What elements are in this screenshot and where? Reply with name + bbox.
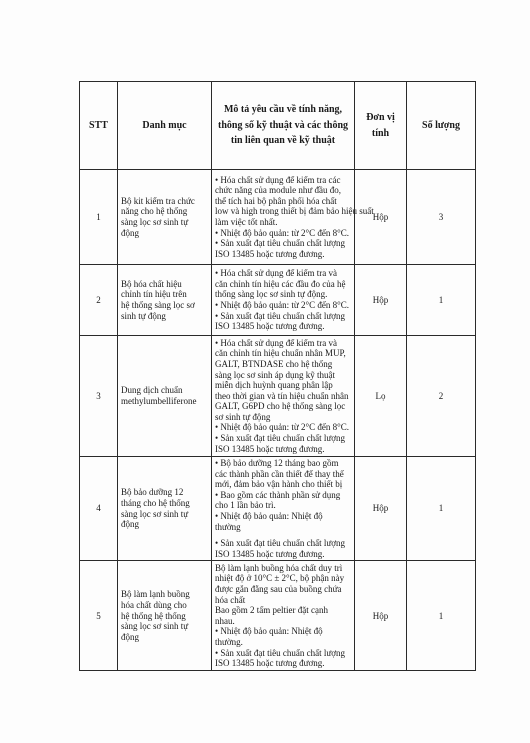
description-line: • Nhiệt độ bảo quản: Nhiệt độ [215,626,323,637]
row-category [118,265,212,336]
description-line: hóa chất [215,594,246,605]
row-unit: Hộp [355,265,407,336]
category-line: động [121,631,139,642]
row-stt: 3 [80,336,118,457]
row-description [212,336,355,457]
header-unit [355,82,407,170]
category-line: chỉnh tín hiệu trên [121,289,187,300]
category-line: hóa chất dùng cho [121,599,187,610]
description-line: miễn dịch huỳnh quang phân lập [215,380,333,391]
row-quantity: 3 [407,170,476,265]
row-unit: Hộp [355,561,407,671]
category-line: hệ thống sàng lọc sơ [121,300,195,310]
category-line: Bộ hóa chất hiệu [121,278,182,289]
row-stt: 5 [80,561,118,671]
header-unit-line: tính [371,127,390,139]
category-line: Bộ bảo dưỡng 12 [121,487,184,498]
row-quantity: 2 [407,336,476,457]
table-row [80,265,476,336]
row-quantity: 1 [407,457,476,561]
header-unit-line: Đơn vị [366,112,395,123]
row-quantity: 1 [407,265,476,336]
description-line: • Hóa chất sử dụng để kiểm tra và [215,337,337,348]
row-category [118,336,212,457]
category-line: sàng lọc sơ sinh tự [121,508,189,519]
description-line: được gắn đằng sau của buồng chứa [215,584,342,595]
description-line: nhiệt độ ở 10°C ± 2°C, bộ phận này [215,573,345,584]
row-description [212,170,374,265]
category-line: động [121,227,139,238]
description-line: • Hóa chất sử dụng để kiểm tra các [215,174,341,185]
table-header-row [80,82,476,170]
description-line: ISO 13485 hoặc tương đương. [215,548,325,559]
row-description [212,457,355,561]
row-quantity: 1 [407,561,476,671]
description-line: Bộ làm lạnh buồng hóa chất duy trì [215,562,343,573]
description-line: GALT, BTNDASE cho hệ thống [215,358,333,369]
description-line: sàng lọc sơ sinh áp dụng kỹ thuật [215,369,335,380]
description-line: • Sản xuất đạt tiêu chuẩn chất lượng [215,310,346,321]
row-unit: Hộp [355,170,407,265]
description-line: làm việc tốt nhất. [215,217,278,227]
header-description-line: thông số kỹ thuật và các thông [217,119,349,131]
description-line: • Bộ bảo dưỡng 12 tháng bao gồm [215,458,339,468]
description-line: • Sản xuất đạt tiêu chuẩn chất lượng [215,538,346,549]
description-line: các thành phần cần thiết để thay thế [215,468,344,479]
description-line: sơ sinh tự động [215,411,271,422]
header-quantity: Số lượng [407,82,476,170]
description-line: • Sản xuất đạt tiêu chuẩn chất lượng [215,647,346,658]
header-description-line: tin liên quan về kỹ thuật [230,135,336,147]
row-category [118,457,212,561]
row-unit: Hộp [355,457,407,561]
category-line: hệ thống hệ thống [121,610,186,621]
description-line: • Bao gồm các thành phần sử dụng [215,489,341,500]
category-line: năng cho hệ thống [121,206,188,217]
category-line: Bộ làm lạnh buồng [121,589,190,600]
table-row [80,170,476,265]
category-line: Dung dịch chuẩn [121,385,183,396]
row-category [118,561,212,671]
description-line: ISO 13485 hoặc tương đương. [215,321,325,332]
table-row [80,457,476,561]
row-description [212,265,355,336]
description-line: ISO 13485 hoặc tương đương. [215,248,325,259]
description-line: • Nhiệt độ bảo quản: từ 2°C đến 8°C. [215,422,349,433]
category-line: sinh tự động [121,310,166,321]
header-stt: STT [80,82,118,170]
description-line: cho 1 lần bảo trì. [215,500,276,511]
table-row [80,561,476,671]
category-line: tháng cho hệ thống [121,498,190,509]
description-line: GALT, G6PD cho hệ thống sàng lọc [215,401,346,412]
table-row [80,336,476,457]
specification-table [79,81,476,671]
description-line: mới, đảm bảo vận hành cho thiết bị [215,479,343,490]
description-line: Bao gồm 2 tấm peltier đặt cạnh [215,605,328,616]
description-line: • Nhiệt độ bảo quản: từ 2°C đến 8°C. [215,227,349,238]
row-category [118,170,212,265]
description-line: căn chỉnh tín hiệu chuẩn nhân MUP, [215,348,346,359]
category-line: Bộ kit kiểm tra chức [121,195,195,206]
category-line: sàng lọc sơ sinh tự [121,217,189,227]
description-line: nhau. [215,615,235,626]
header-description-line: Mô tả yêu cầu về tính năng, [223,104,343,116]
description-line: chức năng của module như đầu đo, [215,185,341,196]
header-description [212,82,355,170]
description-line: căn chỉnh tín hiệu các đầu đo của hệ [215,278,346,289]
description-line: • Nhiệt độ bảo quản: từ 2°C đến 8°C. [215,300,349,310]
description-line: thống sàng lọc sơ sinh tự động. [215,289,328,300]
category-line: methylumbelliferone [121,396,197,406]
category-line: sàng lọc sơ sinh tự [121,621,189,632]
description-line: • Hóa chất sử dụng để kiểm tra và [215,268,337,279]
row-description [212,561,355,671]
description-line: thường. [215,637,243,648]
row-stt: 4 [80,457,118,561]
description-line: theo thời gian và tín hiệu chuẩn nhân [215,390,349,401]
row-stt: 1 [80,170,118,265]
description-line: ISO 13485 hoặc tương đương. [215,443,325,454]
description-line: • Sản xuất đạt tiêu chuẩn chất lượng [215,238,346,249]
description-line: • Nhiệt độ bảo quản: Nhiệt độ [215,510,323,521]
description-line: ISO 13485 hoặc tương đương. [215,658,325,669]
category-line: động [121,519,139,530]
description-line: thể tích hai bộ phân phối hóa chất [215,195,337,206]
description-line: low và high trong thiết bị đảm bảo hiệu suất [215,206,374,217]
description-line: • Sản xuất đạt tiêu chuẩn chất lượng [215,433,346,444]
row-stt: 2 [80,265,118,336]
header-category: Danh mục [118,82,212,170]
description-line: thường [215,521,241,532]
row-unit: Lọ [355,336,407,457]
